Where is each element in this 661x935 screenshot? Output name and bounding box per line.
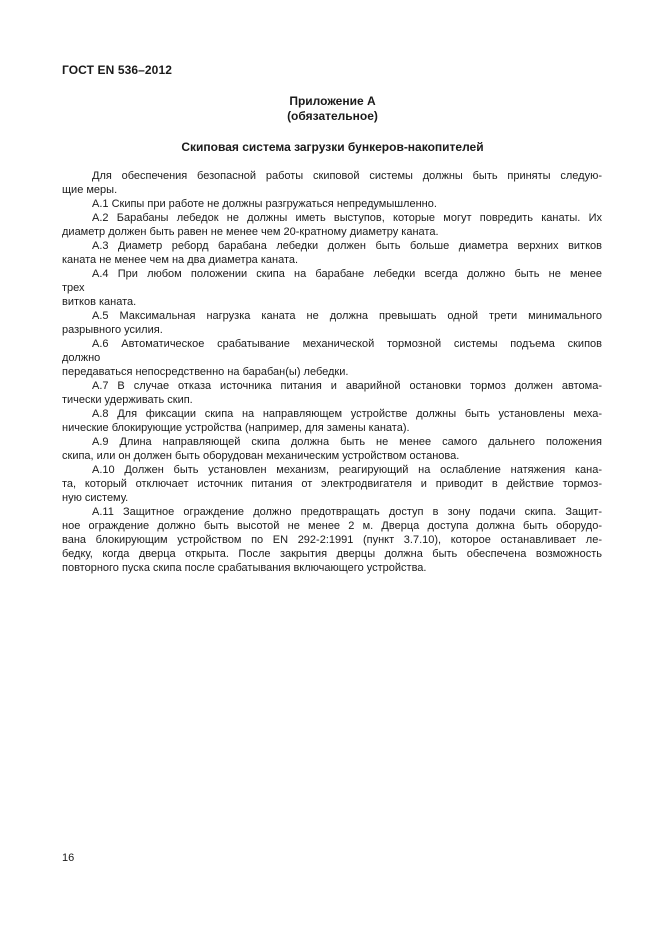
body-line: А.8 Для фиксации скипа на направляющем устройстве должны быть установлены меха-: [92, 408, 602, 420]
body-line: передаваться непосредственно на барабан(ы) лебедки.: [62, 366, 349, 378]
body-line: витков каната.: [62, 296, 137, 308]
body-line: А.2 Барабаны лебедок не должны иметь выступов, которые могут повредить канаты. Их: [92, 212, 602, 224]
section-title: Скиповая система загрузки бункеров-накопителей: [181, 140, 484, 154]
body-line: вана блокирующим устройством по EN 292-2:1991 (пункт 3.7.10), которое останавливает ле-: [62, 534, 602, 546]
body-line: ную систему.: [62, 492, 129, 504]
body-line: скипа, или он должен быть оборудован механическим устройством останова.: [62, 450, 460, 462]
body-line: А.1 Скипы при работе не должны разгружаться непредумышленно.: [92, 198, 437, 210]
body-line: А.6 Автоматическое срабатывание механической тормозной системы подъема скипов: [92, 338, 602, 350]
body-line: А.7 В случае отказа источника питания и аварийной остановки тормоз должен автома-: [92, 380, 602, 392]
appendix-title: Приложение А: [289, 94, 376, 108]
body-line: трех: [62, 282, 85, 294]
body-line: А.11 Защитное ограждение должно предотвращать доступ в зону подачи скипа. Защит-: [92, 506, 602, 518]
body-line: ное ограждение должно быть высотой не менее 2 м. Дверца доступа должна быть оборудо-: [62, 520, 602, 532]
body-line: бедку, когда дверца открыта. После закрытия дверцы должна быть обеспечена возможность: [62, 548, 602, 560]
page-number: 16: [62, 852, 75, 864]
body-line: щие меры.: [62, 184, 118, 196]
body-line: А.9 Длина направляющей скипа должна быть не менее самого дальнего положения: [92, 436, 602, 448]
body-line: диаметр должен быть равен не менее чем 20-кратному диаметру каната.: [62, 226, 439, 238]
body-line: нические блокирующие устройства (например, для замены каната).: [62, 422, 410, 434]
appendix-heading: [0, 94, 661, 124]
body-line: каната не менее чем на два диаметра каната.: [62, 254, 299, 266]
body-line: А.3 Диаметр реборд барабана лебедки должен быть больше диаметра верхних витков: [92, 240, 602, 252]
document-code-header: ГОСТ EN 536–2012: [62, 63, 173, 77]
body-line: разрывного усилия.: [62, 324, 163, 336]
appendix-subtitle: (обязательное): [287, 109, 378, 123]
body-line: Для обеспечения безопасной работы скиповой системы должны быть приняты следую-: [92, 170, 602, 182]
body-line: повторного пуска скипа после срабатывания включающего устройства.: [62, 562, 427, 574]
body-text: [62, 169, 602, 575]
body-line: А.10 Должен быть установлен механизм, реагирующий на ослабление натяжения кана-: [92, 464, 602, 476]
body-line: А.5 Максимальная нагрузка каната не должна превышать одной трети минимального: [92, 310, 602, 322]
body-line: А.4 При любом положении скипа на барабане лебедки всегда должно быть не менее: [92, 268, 602, 280]
body-line: тически удерживать скип.: [62, 394, 193, 406]
body-line: должно: [62, 352, 101, 364]
body-line: та, который отключает источник питания от электродвигателя и приводит в действие тормоз-: [62, 478, 602, 490]
